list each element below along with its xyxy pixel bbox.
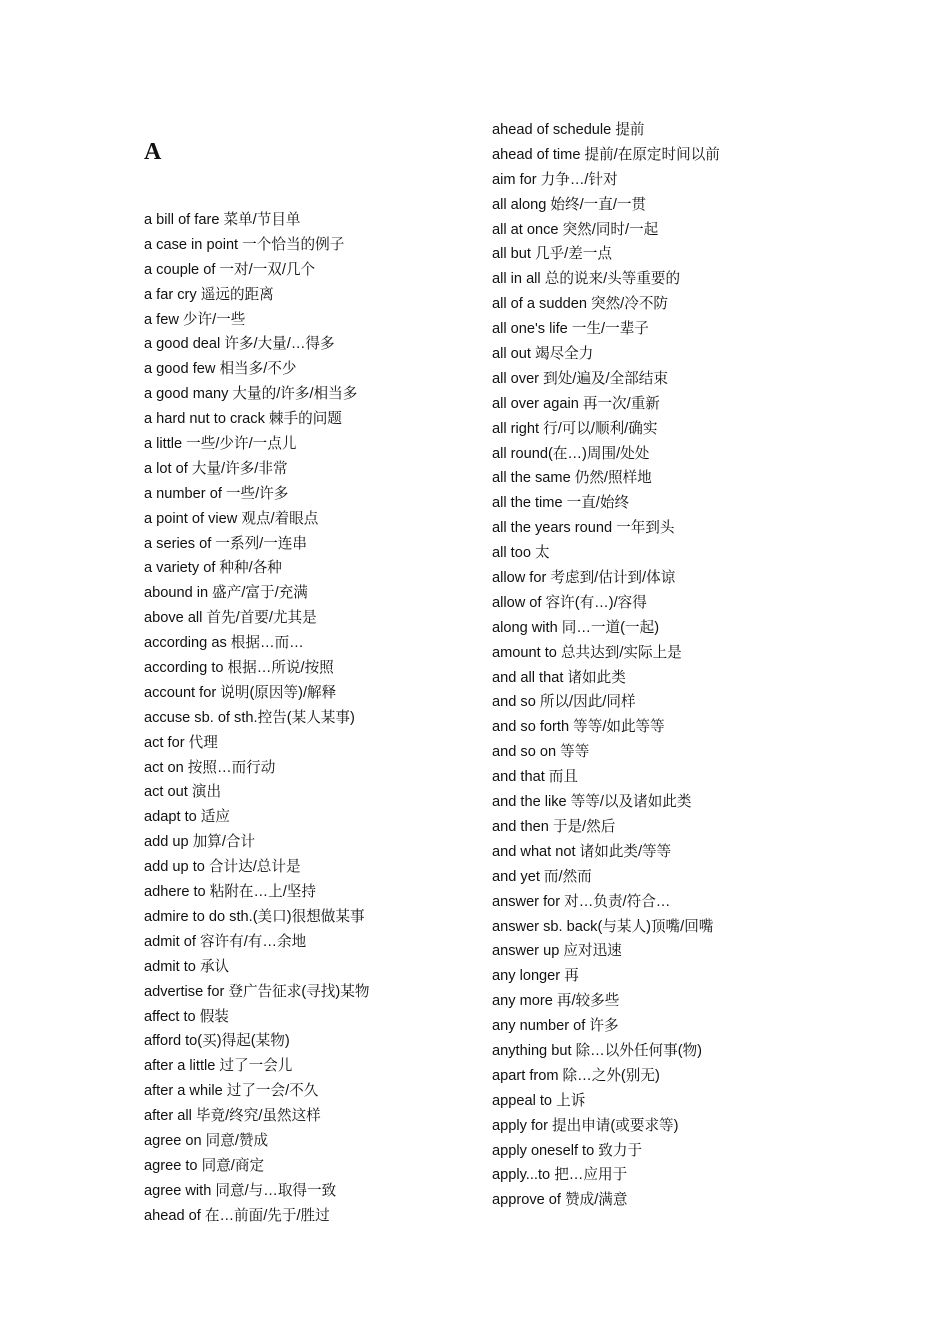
phrase-entry: any more 再/较多些 [492,993,620,1010]
phrase-entry: admit to 承认 [144,958,230,975]
phrase-entry: ahead of schedule 提前 [492,122,645,138]
phrase-entry: abound in 盛产/富于/充满 [144,585,308,602]
phrase-entry: apart from 除…之外(别无) [492,1067,660,1084]
phrase-entry: admit of 容许有/有…余地 [144,933,307,950]
phrase-entry: and the like 等等/以及诸如此类 [492,794,692,811]
phrase-entry: affect to 假装 [144,1008,229,1025]
phrase-entry: apply for 提出申请(或要求等) [492,1117,679,1134]
phrase-entry: answer up 应对迅速 [492,943,622,960]
phrase-entry: a far cry 遥远的距离 [144,286,274,303]
phrase-entry: all but 几乎/差一点 [492,246,613,263]
phrase-list-right [492,118,720,1213]
phrase-entry: all round(在…)周围/处处 [492,445,650,462]
phrase-entry: apply oneself to 致力于 [492,1142,643,1159]
phrase-entry: all too 太 [492,545,550,562]
phrase-entry: after all 毕竟/终究/虽然这样 [144,1108,321,1125]
phrase-entry: and so 所以/因此/同样 [492,694,636,711]
section-heading: A [144,139,162,165]
phrase-entry: admire to do sth.(美口)很想做某事 [144,908,365,925]
phrase-entry: a few 少许/一些 [144,311,246,328]
phrase-entry: all at once 突然/同时/一起 [492,221,659,238]
phrase-entry: answer sb. back(与某人)顶嘴/回嘴 [492,918,714,935]
phrase-entry: and yet 而/然而 [492,868,592,885]
phrase-entry: a variety of 种种/各种 [144,560,282,577]
phrase-entry: a point of view 观点/着眼点 [144,510,319,527]
phrase-entry: account for 说明(原因等)/解释 [144,684,337,701]
phrase-entry: ahead of 在…前面/先于/胜过 [144,1207,330,1224]
phrase-entry: after a little 过了一会儿 [144,1058,293,1075]
phrase-entry: a little 一些/少许/一点儿 [144,436,297,453]
phrase-entry: all the time 一直/始终 [492,495,630,512]
phrase-entry: agree on 同意/赞成 [144,1132,269,1149]
phrase-entry: answer for 对…负责/符合… [492,893,671,910]
phrase-entry: any number of 许多 [492,1018,619,1035]
phrase-entry: according to 根据…所说/按照 [144,660,334,677]
phrase-entry: a lot of 大量/许多/非常 [144,460,288,477]
phrase-entry: aim for 力争…/针对 [492,171,618,188]
phrase-entry: accuse sb. of sth.控告(某人某事) [144,709,355,726]
phrase-entry: a good many 大量的/许多/相当多 [144,386,358,403]
phrase-entry: a hard nut to crack 棘手的问题 [144,411,342,428]
phrase-entry: a number of 一些/许多 [144,485,289,502]
phrase-entry: and so forth 等等/如此等等 [492,719,665,736]
phrase-entry: add up 加算/合计 [144,834,256,851]
phrase-entry: agree with 同意/与…取得一致 [144,1182,337,1199]
phrase-entry: and all that 诸如此类 [492,669,626,686]
phrase-entry: all over 到处/遍及/全部结束 [492,370,668,387]
phrase-entry: act for 代理 [144,734,218,751]
phrase-entry: and what not 诸如此类/等等 [492,843,672,860]
phrase-entry: adhere to 粘附在…上/坚持 [144,884,316,901]
phrase-entry: all out 竭尽全力 [492,346,594,363]
phrase-entry: a series of 一系列/一连串 [144,535,307,552]
phrase-entry: amount to 总共达到/实际上是 [492,644,682,661]
phrase-entry: allow for 考虑到/估计到/体谅 [492,570,676,587]
phrase-entry: and then 于是/然后 [492,818,616,835]
phrase-entry: and that 而且 [492,769,578,786]
phrase-entry: a couple of 一对/一双/几个 [144,261,316,278]
phrase-entry: adapt to 适应 [144,809,230,826]
phrase-entry: all in all 总的说来/头等重要的 [492,271,681,288]
phrase-entry: above all 首先/首要/尤其是 [144,610,317,627]
phrase-entry: a case in point 一个恰当的例子 [144,236,345,253]
phrase-entry: approve of 赞成/满意 [492,1192,628,1209]
phrase-entry: add up to 合计达/总计是 [144,859,301,876]
phrase-entry: all of a sudden 突然/冷不防 [492,296,669,313]
phrase-entry: any longer 再 [492,968,579,985]
phrase-entry: a good few 相当多/不少 [144,361,297,378]
phrase-entry: advertise for 登广告征求(寻找)某物 [144,983,370,1000]
phrase-entry: and so on 等等 [492,744,590,761]
phrase-entry: all right 行/可以/顺利/确实 [492,420,658,437]
phrase-list-left [144,208,369,1229]
phrase-entry: act on 按照…而行动 [144,759,276,776]
phrase-entry: appeal to 上诉 [492,1092,586,1109]
phrase-entry: a bill of fare 菜单/节目单 [144,212,301,228]
phrase-entry: all along 始终/一直/一贯 [492,196,647,213]
phrase-entry: afford to(买)得起(某物) [144,1033,290,1050]
phrase-entry: apply...to 把…应用于 [492,1167,628,1184]
phrase-entry: all the years round 一年到头 [492,520,675,537]
phrase-entry: agree to 同意/商定 [144,1157,265,1174]
phrase-entry: along with 同…一道(一起) [492,619,660,636]
phrase-entry: all over again 再一次/重新 [492,395,660,412]
phrase-entry: ahead of time 提前/在原定时间以前 [492,146,720,163]
phrase-entry: all one's life 一生/一辈子 [492,321,649,338]
phrase-entry: act out 演出 [144,784,222,801]
phrase-entry: all the same 仍然/照样地 [492,470,652,487]
phrase-entry: a good deal 许多/大量/…得多 [144,336,335,353]
phrase-entry: after a while 过了一会/不久 [144,1083,319,1100]
phrase-entry: anything but 除…以外任何事(物) [492,1042,703,1059]
phrase-entry: allow of 容许(有…)/容得 [492,594,647,611]
phrase-entry: according as 根据…而… [144,635,304,652]
